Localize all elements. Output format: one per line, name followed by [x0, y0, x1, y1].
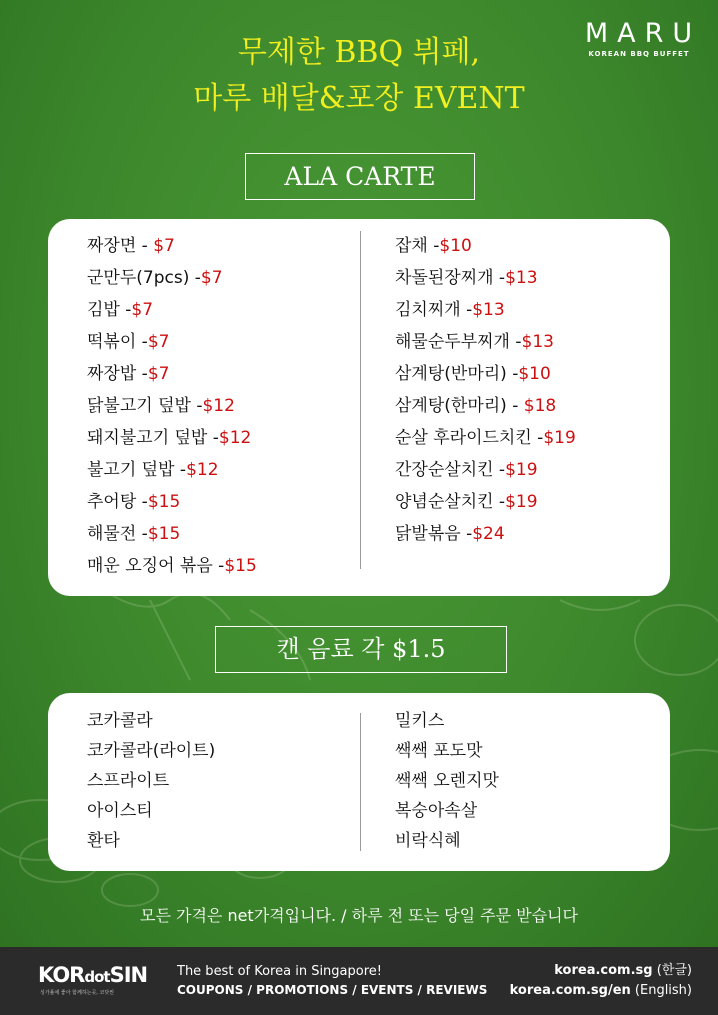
menu-item [395, 262, 576, 294]
menu-item-name: 군만두(7pcs) - [87, 268, 201, 288]
menu-item-name: 김치찌개 - [395, 300, 473, 320]
menu-item-price: $19 [505, 460, 538, 480]
price-note: 모든 가격은 net가격입니다. / 하루 전 또는 당일 주문 받습니다 [140, 906, 578, 925]
drink-item: 쌕쌕 오렌지맛 [395, 771, 499, 791]
menu-item [395, 294, 576, 326]
menu-item-price: $19 [543, 428, 576, 448]
logo-subtext: 싱가폴에 좋아 함께하는곳, 코닷씬 [40, 990, 114, 996]
drink-item: 코카콜라 [87, 711, 153, 731]
menu-item-name: 삼계탕(반마리) - [395, 364, 519, 384]
menu-item-price: $13 [505, 268, 538, 288]
menu-item-name: 순살 후라이드치킨 - [395, 428, 544, 448]
menu-item-price: $15 [224, 556, 257, 576]
menu-item-name: 추어탕 - [87, 492, 148, 512]
menu-item-price: $7 [147, 364, 170, 384]
menu-item-price: $7 [153, 236, 175, 256]
menu-item [87, 262, 257, 294]
menu-item-price: $15 [147, 492, 181, 512]
kordotsin-logo [38, 964, 147, 996]
column-divider [360, 231, 361, 569]
menu-item-name: 매운 오징어 볶음 - [87, 556, 225, 576]
menu-item [395, 358, 576, 390]
menu-item-price: $13 [521, 332, 554, 352]
menu-item-name: 잡채 - [395, 236, 440, 256]
menu-item-name: 짜장밥 - [87, 364, 148, 384]
menu-item [87, 454, 257, 486]
menu-item-price: $13 [472, 300, 505, 320]
drink-item: 코카콜라(라이트) [87, 741, 216, 761]
ala-carte-heading: ALA CARTE [245, 153, 475, 200]
menu-item-price: $12 [186, 460, 219, 480]
drink-item: 복숭아속살 [395, 801, 478, 821]
link-english[interactable]: korea.com.sg/en (English) [509, 983, 692, 998]
drink-item: 스프라이트 [87, 771, 170, 791]
ala-carte-menu-panel [48, 219, 670, 596]
menu-item-price: $7 [200, 268, 223, 288]
footer-bar [0, 947, 718, 1015]
menu-item-price: $7 [147, 332, 170, 352]
tagline-line-1: The best of Korea in Singapore! [177, 964, 382, 979]
menu-item-name: 떡볶이 - [87, 332, 148, 352]
menu-item [87, 550, 257, 582]
menu-item-price: $12 [202, 396, 235, 416]
menu-item [87, 422, 257, 454]
headline-line-2: 마루 배달&포장 EVENT [193, 81, 525, 116]
menu-item-price: $18 [523, 396, 557, 416]
drinks-heading: 캔 음료 각 $1.5 [215, 626, 507, 673]
drinks-left-column [87, 706, 215, 856]
menu-right-column [395, 230, 576, 550]
menu-item-name: 차돌된장찌개 - [395, 268, 506, 288]
tagline-line-2: COUPONS / PROMOTIONS / EVENTS / REVIEWS [177, 983, 488, 997]
drinks-right-column [395, 706, 499, 856]
menu-item [395, 230, 576, 262]
menu-item-price: $15 [147, 524, 181, 544]
headline-line-1: 무제한 BBQ 뷔페, [237, 35, 481, 70]
drink-item: 아이스티 [87, 801, 153, 821]
event-headline [0, 30, 718, 122]
menu-item-price: $10 [518, 364, 551, 384]
menu-item-name: 닭불고기 덮밥 - [87, 396, 203, 416]
drink-item: 쌕쌕 포도맛 [395, 741, 483, 761]
menu-item [395, 390, 576, 422]
menu-item [87, 326, 257, 358]
menu-item [395, 518, 576, 550]
menu-item [87, 294, 257, 326]
menu-item [87, 390, 257, 422]
menu-item [395, 454, 576, 486]
menu-item-name: 해물순두부찌개 - [395, 332, 522, 352]
menu-item-name: 닭발볶음 - [395, 524, 473, 544]
menu-item [87, 358, 257, 390]
menu-item [87, 486, 257, 518]
brand-subtitle: KOREAN BBQ BUFFET [588, 50, 690, 58]
menu-item-name: 해물전 - [87, 524, 148, 544]
menu-item [87, 230, 257, 262]
menu-item-name: 김밥 - [87, 300, 132, 320]
menu-item-name: 간장순살치킨 - [395, 460, 506, 480]
menu-item [87, 518, 257, 550]
menu-item-name: 양념순살치킨 - [395, 492, 506, 512]
logo-text: KORdotSIN [38, 963, 148, 987]
menu-item-name: 돼지불고기 덮밥 - [87, 428, 219, 448]
menu-item-price: $24 [472, 524, 505, 544]
column-divider [360, 713, 361, 851]
menu-item-name: 불고기 덮밥 - [87, 460, 187, 480]
drink-item: 비락식혜 [395, 831, 461, 851]
menu-item [395, 486, 576, 518]
brand-name: MARU [584, 18, 702, 49]
menu-left-column [87, 230, 257, 582]
menu-item-price: $12 [218, 428, 252, 448]
footer-tagline [177, 962, 487, 1000]
menu-item-name: 삼계탕(한마리) - [395, 396, 524, 416]
footer-links [510, 961, 692, 1001]
menu-item-price: $7 [131, 300, 154, 320]
link-korean[interactable]: korea.com.sg (한글) [554, 963, 692, 978]
menu-item-price: $10 [439, 236, 472, 256]
menu-item [395, 422, 576, 454]
drink-item: 밀키스 [395, 711, 445, 731]
drink-item: 환타 [87, 831, 120, 851]
menu-item-name: 짜장면 - [87, 236, 154, 256]
menu-item [395, 326, 576, 358]
menu-item-price: $19 [505, 492, 538, 512]
drinks-menu-panel [48, 693, 670, 871]
